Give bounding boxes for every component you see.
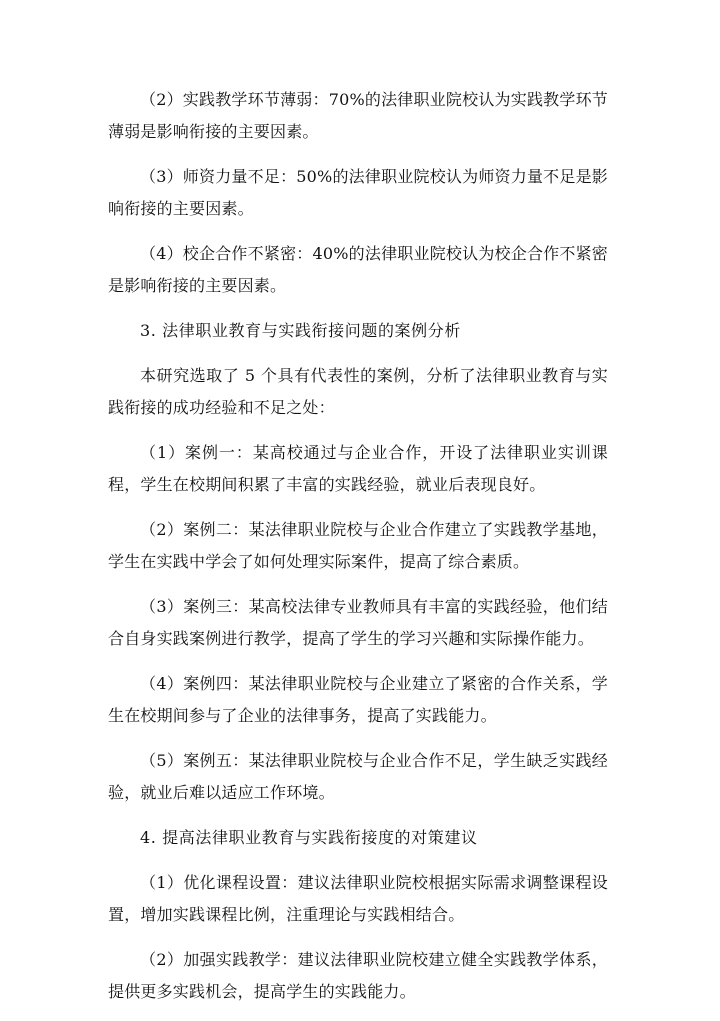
document-body	[108, 84, 608, 1021]
paragraph-case-intro: 本研究选取了 5 个具有代表性的案例，分析了法律职业教育与实践衔接的成功经验和不足之处：	[108, 366, 608, 417]
paragraph-case-1: （1）案例一：某高校通过与企业合作，开设了法律职业实训课程，学生在校期间积累了丰富的实践经验，就业后表现良好。	[108, 443, 608, 494]
paragraph-factor-school-enterprise: （4）校企合作不紧密：40%的法律职业院校认为校企合作不紧密是影响衔接的主要因素。	[108, 244, 608, 295]
paragraph-recommendation-practice: （2）加强实践教学：建议法律职业院校建立健全实践教学体系，提供更多实践机会，提高学生的实践能力。	[108, 950, 608, 1001]
paragraph-case-2: （2）案例二：某法律职业院校与企业合作建立了实践教学基地，学生在实践中学会了如何处理实际案件，提高了综合素质。	[108, 520, 608, 571]
paragraph-case-3: （3）案例三：某高校法律专业教师具有丰富的实践经验，他们结合自身实践案例进行教学，提高了学生的学习兴趣和实际操作能力。	[108, 597, 608, 648]
paragraph-case-5: （5）案例五：某法律职业院校与企业合作不足，学生缺乏实践经验，就业后难以适应工作环境。	[108, 751, 608, 802]
paragraph-recommendation-curriculum: （1）优化课程设置：建议法律职业院校根据实际需求调整课程设置，增加实践课程比例，注重理论与实践相结合。	[108, 873, 608, 924]
section-heading-case-analysis: 3. 法律职业教育与实践衔接问题的案例分析	[140, 321, 461, 340]
paragraph-case-4: （4）案例四：某法律职业院校与企业建立了紧密的合作关系，学生在校期间参与了企业的法律事务，提高了实践能力。	[108, 674, 608, 725]
paragraph-factor-practice-teaching: （2）实践教学环节薄弱：70%的法律职业院校认为实践教学环节薄弱是影响衔接的主要因素。	[108, 90, 608, 141]
paragraph-factor-faculty: （3）师资力量不足：50%的法律职业院校认为师资力量不足是影响衔接的主要因素。	[108, 167, 608, 218]
section-heading-recommendations: 4. 提高法律职业教育与实践衔接度的对策建议	[140, 828, 478, 847]
